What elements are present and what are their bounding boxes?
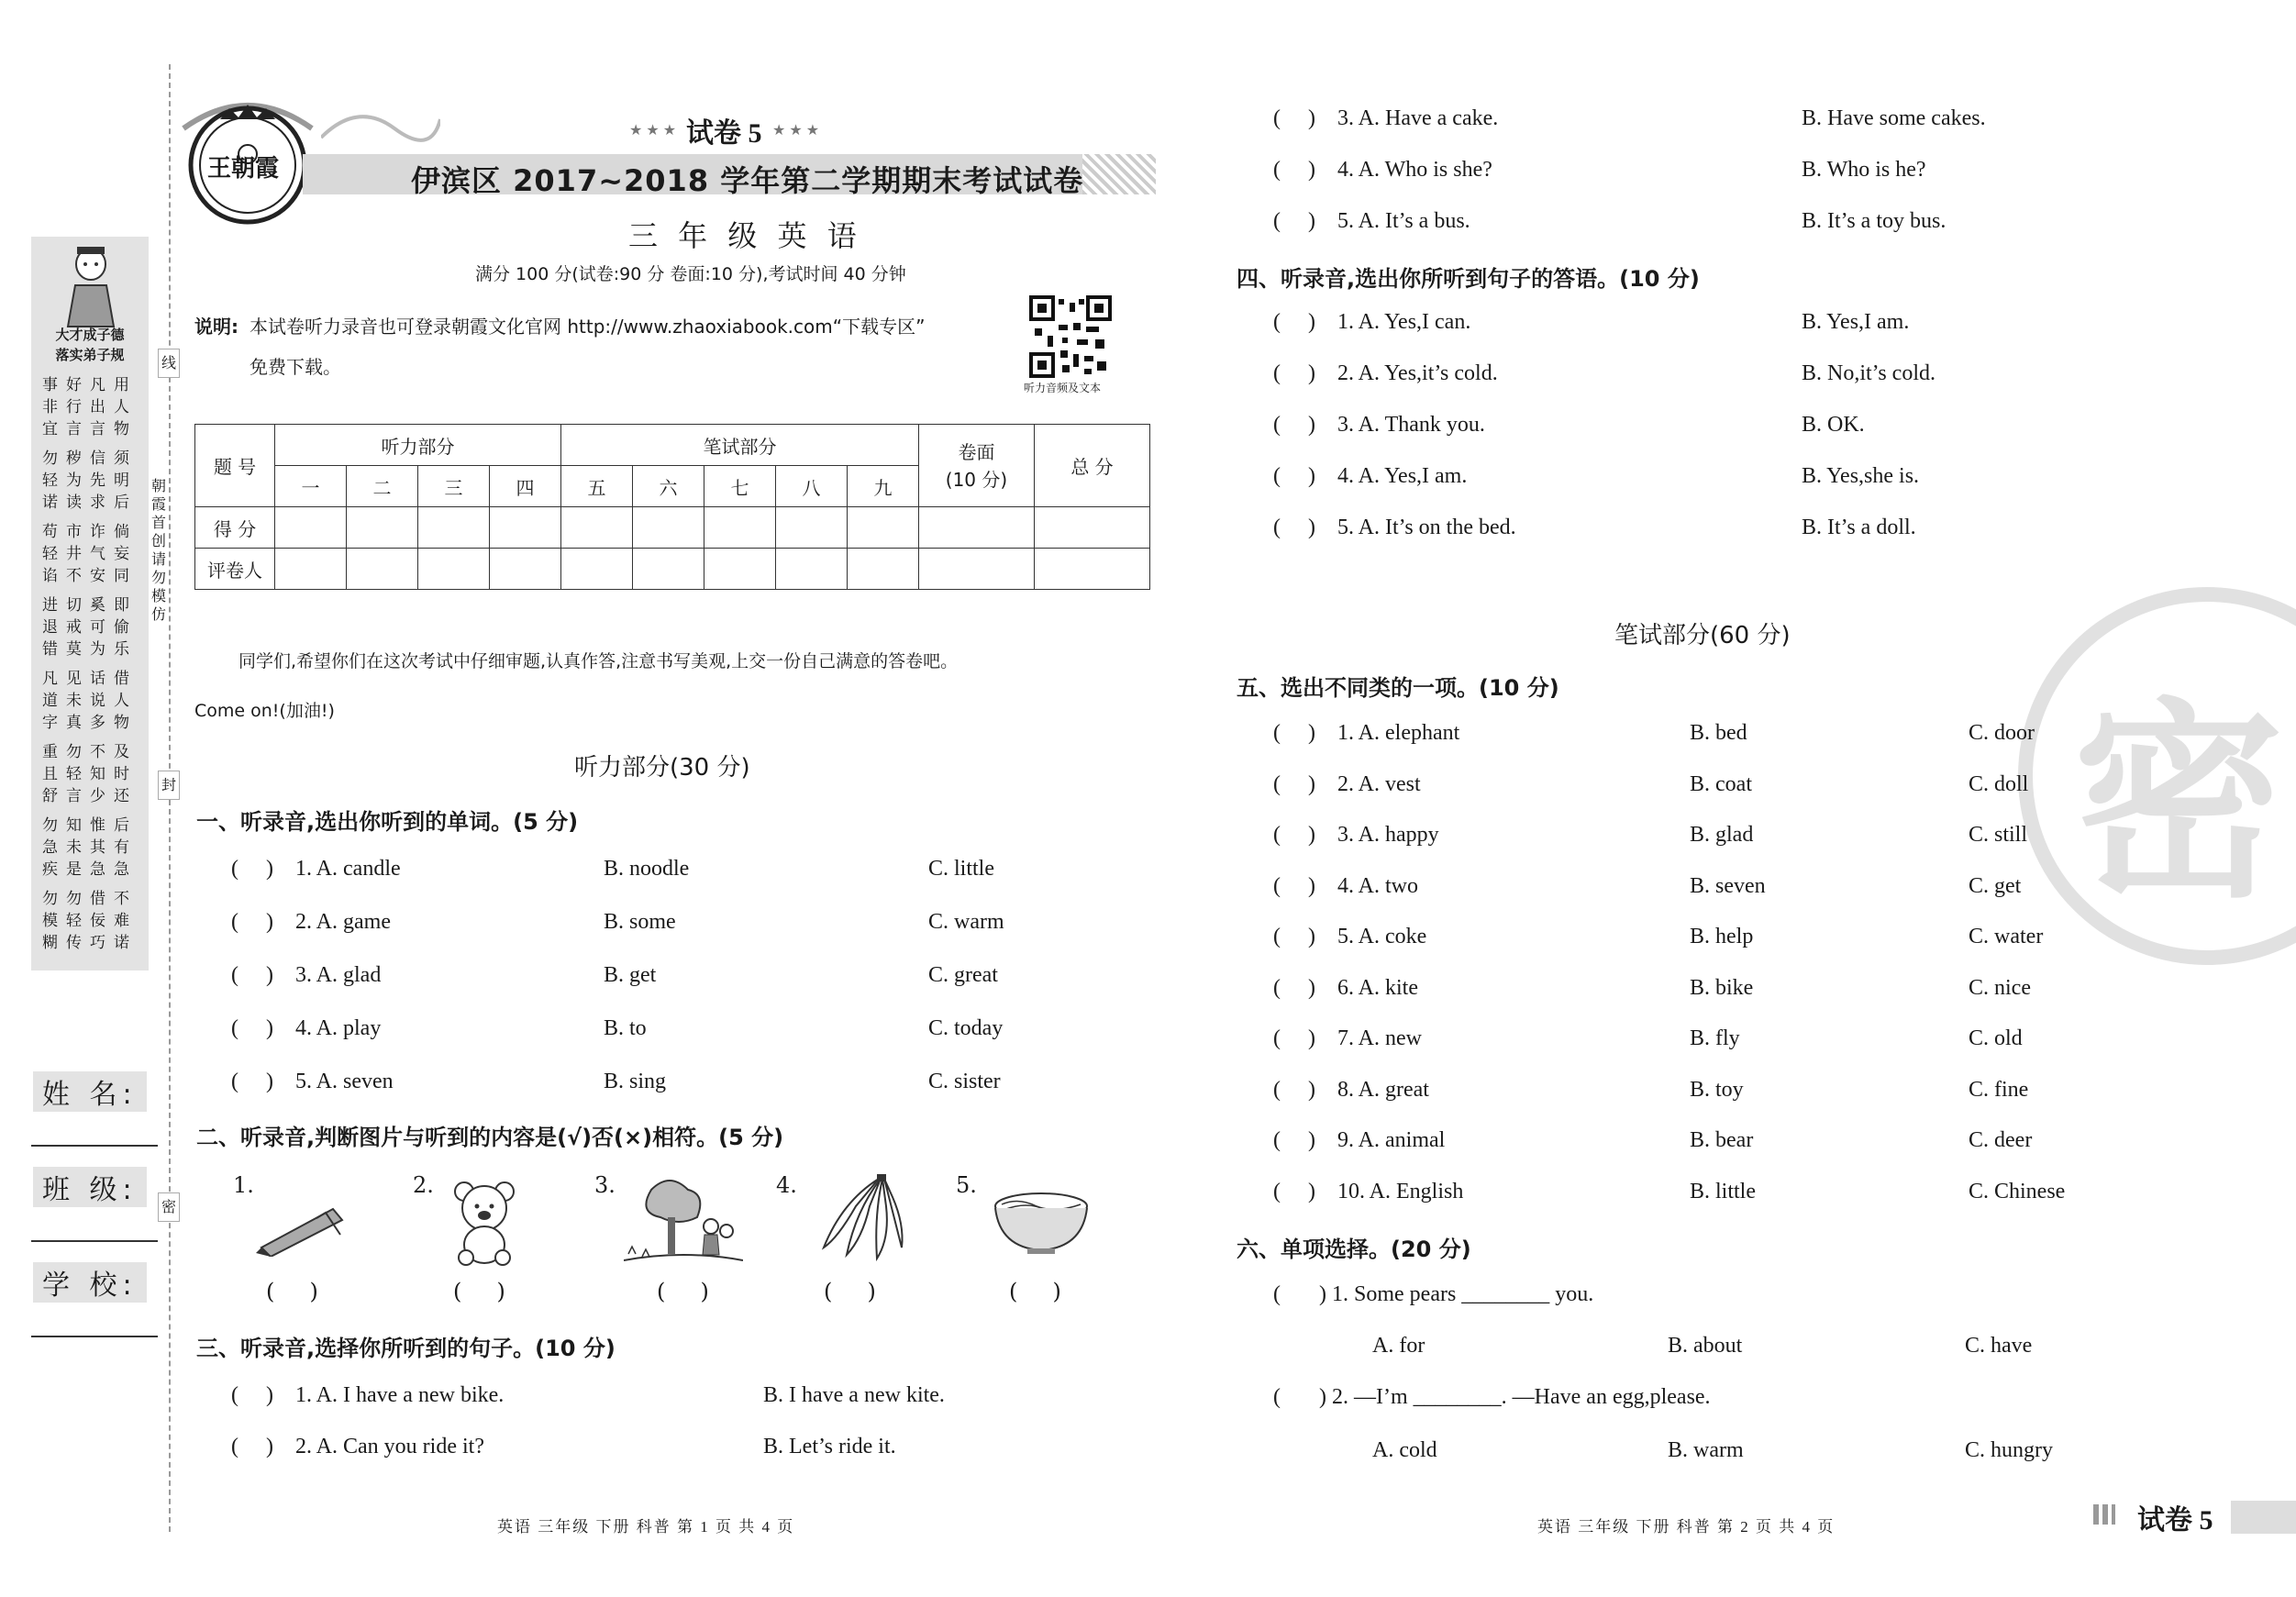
- option-b: B. OK.: [1802, 413, 1865, 437]
- score-cell[interactable]: [776, 507, 848, 549]
- qr-caption: 听力音频及文本: [1024, 382, 1102, 394]
- option-b: B. some: [604, 910, 676, 934]
- side-note: 朝霞首创 请勿模仿: [151, 477, 167, 623]
- option-a: A. for: [1372, 1334, 1425, 1358]
- option-b: B. get: [604, 963, 657, 987]
- option-c: C. get: [1969, 873, 2022, 898]
- banner-pattern: [1082, 154, 1156, 194]
- score-cell[interactable]: [633, 507, 704, 549]
- option-c: C. sister: [928, 1070, 1001, 1093]
- option-a: 7. A. new: [1337, 1026, 1422, 1050]
- option-b: B. warm: [1668, 1438, 1744, 1462]
- motto-column: 不难诺: [114, 890, 130, 952]
- option-b: B. It’s a doll.: [1802, 516, 1916, 539]
- motto-text: [42, 374, 143, 961]
- answer-paren[interactable]: ( ): [1273, 209, 1315, 233]
- answer-paren[interactable]: ( ): [1273, 106, 1315, 130]
- motto-column: 借佞巧: [90, 890, 106, 952]
- pic-num: 2.: [413, 1172, 434, 1198]
- th-writing: 笔试部分: [561, 425, 919, 466]
- pic-num: 3.: [594, 1172, 616, 1198]
- option-b: B. noodle: [604, 857, 690, 881]
- footer-right: 英语 三年级 下册 科普 第 2 页 共 4 页: [1537, 1518, 1836, 1536]
- option-c: C. warm: [928, 910, 1004, 934]
- score-cell[interactable]: [418, 507, 490, 549]
- score-cell[interactable]: [490, 507, 561, 549]
- option-c: C. Chinese: [1969, 1179, 2066, 1203]
- motto-panel: [31, 237, 149, 970]
- th-total: 总 分: [1035, 425, 1150, 507]
- motto-column: 须明后: [114, 449, 130, 512]
- section-6-title: 六、单项选择。(20 分): [1237, 1237, 1471, 1262]
- question-text: 2. —I’m ________. —Have an egg,please.: [1332, 1385, 1711, 1409]
- name-label: 姓 名:: [33, 1071, 147, 1112]
- motto-column: 话说多: [90, 670, 106, 732]
- option-c: C. still: [1969, 823, 2028, 847]
- option-a: 3. A. glad: [295, 963, 382, 987]
- answer-paren[interactable]: ( ): [824, 1279, 876, 1304]
- section-2-title: 二、听录音,判断图片与听到的内容是(√)否(×)相符。(5 分): [196, 1125, 784, 1150]
- option-c: C. doll: [1969, 771, 2029, 796]
- answer-paren[interactable]: ( ): [657, 1279, 709, 1304]
- answer-paren[interactable]: ( ): [1273, 1128, 1315, 1152]
- section-4-title: 四、听录音,选出你所听到句子的答语。(10 分): [1237, 266, 1700, 292]
- motto-column: 切戒莫: [66, 596, 83, 659]
- note-text-2: 免费下载。: [250, 356, 341, 378]
- motto-column: 勿轻诺: [42, 449, 59, 512]
- grader-cell[interactable]: [418, 549, 490, 590]
- option-c: C. little: [928, 857, 994, 881]
- option-a: 1. A. I have a new bike.: [295, 1383, 505, 1407]
- option-b: B. sing: [604, 1070, 667, 1093]
- section-1-title: 一、听录音,选出你听到的单词。(5 分): [196, 809, 579, 835]
- grader-cell[interactable]: [561, 549, 633, 590]
- option-c: C. door: [1969, 721, 2035, 745]
- motto-column: 凡出言: [90, 376, 106, 438]
- option-b: B. fly: [1690, 1026, 1740, 1050]
- option-b: B. Who is he?: [1802, 158, 1926, 182]
- section-3-title: 三、听录音,选择你所听到的句子。(10 分): [196, 1336, 616, 1361]
- th-num: 五: [561, 466, 633, 507]
- option-a: 4. A. two: [1337, 873, 1419, 898]
- motto-column: 诈气安: [90, 523, 106, 585]
- slogan-line-1: 大才成子德: [55, 327, 125, 343]
- answer-paren[interactable]: ( ): [1273, 721, 1315, 745]
- option-b: B. coat: [1690, 771, 1752, 796]
- answer-paren[interactable]: ( ): [1273, 516, 1315, 539]
- motto-column: 倘妄同: [114, 523, 130, 585]
- option-b: B. help: [1690, 925, 1754, 948]
- kids-tree-icon: [624, 1176, 743, 1268]
- option-b: B. Have some cakes.: [1802, 106, 1986, 130]
- row-score-label: 得 分: [195, 507, 275, 549]
- encourage-text-2: Come on!(加油!): [194, 701, 335, 721]
- answer-paren[interactable]: ( ): [1273, 413, 1315, 437]
- option-a: A. cold: [1372, 1438, 1437, 1462]
- option-c: C. old: [1969, 1026, 2023, 1050]
- option-b: B. Let’s ride it.: [763, 1435, 896, 1458]
- th-question: 题 号: [195, 425, 275, 507]
- teddy-bear-icon: [448, 1179, 521, 1266]
- option-a: 1. A. elephant: [1337, 721, 1460, 745]
- th-num: 三: [418, 466, 490, 507]
- answer-paren[interactable]: ( ): [1273, 158, 1315, 182]
- ribbon-decoration: [321, 101, 440, 156]
- motto-column: 不知少: [90, 743, 106, 805]
- encourage-text: 同学们,希望你们在这次考试中仔细审题,认真作答,注意书写美观,上交一份自己满意的答卷吧。: [238, 651, 959, 671]
- option-a: 5. A. It’s on the bed.: [1337, 516, 1516, 539]
- option-c: C. have: [1965, 1334, 2033, 1358]
- option-b: B. Yes,she is.: [1802, 464, 1920, 488]
- score-cell[interactable]: [347, 507, 418, 549]
- option-a: 4. A. Yes,I am.: [1337, 464, 1468, 488]
- badge-pattern: [2093, 1504, 2115, 1525]
- gutter-char-1: 线: [158, 349, 180, 378]
- option-b: B. Yes,I am.: [1802, 310, 1910, 334]
- answer-paren[interactable]: ( ): [1273, 771, 1315, 796]
- option-b: B. glad: [1690, 823, 1754, 847]
- motto-column: 重且舒: [42, 743, 59, 805]
- note-label: 说明:: [194, 316, 238, 338]
- grader-cell[interactable]: [776, 549, 848, 590]
- option-a: 2. A. vest: [1337, 771, 1421, 796]
- answer-paren[interactable]: ( ): [1273, 873, 1315, 898]
- motto-column: 事非宜: [42, 376, 59, 438]
- slogan-line-2: 落实弟子规: [55, 347, 125, 363]
- answer-paren[interactable]: ( ): [1273, 464, 1315, 488]
- motto-column: 信先求: [90, 449, 106, 512]
- motto-column: 借人物: [114, 670, 130, 732]
- motto-column: 市井不: [66, 523, 83, 585]
- pic-num: 5.: [956, 1172, 977, 1198]
- grader-cell[interactable]: [347, 549, 418, 590]
- motto-column: 即偷乐: [114, 596, 130, 659]
- motto-column: 凡道字: [42, 670, 59, 732]
- option-a: 5. A. seven: [295, 1070, 394, 1093]
- option-c: C. hungry: [1965, 1438, 2053, 1462]
- th-num: 六: [633, 466, 704, 507]
- brand-logo-text: 王朝霞: [207, 155, 280, 183]
- motto-column: 勿急疾: [42, 816, 59, 879]
- option-c: C. great: [928, 963, 998, 987]
- option-c: C. today: [928, 1016, 1004, 1040]
- answer-paren[interactable]: ( ): [231, 1016, 273, 1040]
- exam-title: 伊滨区 2017~2018 学年第二学期期末考试试卷: [411, 163, 1084, 198]
- pic-num: 1.: [233, 1172, 254, 1198]
- answer-paren[interactable]: ( ): [1273, 310, 1315, 334]
- class-label: 班 级:: [33, 1167, 147, 1207]
- th-num: 二: [347, 466, 418, 507]
- option-b: B. about: [1668, 1334, 1743, 1358]
- answer-paren[interactable]: ( ): [231, 857, 273, 881]
- th-paper: 卷面 (10 分): [919, 425, 1035, 507]
- listening-heading: 听力部分(30 分): [574, 754, 750, 782]
- th-num: 七: [704, 466, 776, 507]
- motto-column: 奚可为: [90, 596, 106, 659]
- th-num: 八: [776, 466, 848, 507]
- answer-paren[interactable]: ( ): [231, 1070, 273, 1093]
- motto-column: 惟其急: [90, 816, 106, 879]
- grader-cell[interactable]: [704, 549, 776, 590]
- score-cell[interactable]: [704, 507, 776, 549]
- answer-paren[interactable]: ( ): [1273, 1282, 1326, 1306]
- answer-paren[interactable]: ( ): [1273, 1026, 1315, 1050]
- grader-cell[interactable]: [275, 549, 347, 590]
- option-b: B. toy: [1690, 1077, 1744, 1102]
- option-a: 2. A. Can you ride it?: [295, 1435, 484, 1458]
- answer-paren[interactable]: ( ): [1273, 1385, 1326, 1409]
- motto-column: 勿轻言: [66, 743, 83, 805]
- bananas-icon: [805, 1174, 906, 1261]
- exam-number: 试卷 5: [686, 118, 762, 149]
- stamp-glyph: 密: [2073, 682, 2285, 926]
- option-c: C. deer: [1969, 1128, 2033, 1152]
- grader-row: [195, 549, 1150, 590]
- scholar-figure-icon: [59, 244, 123, 328]
- option-c: C. water: [1969, 925, 2044, 948]
- motto-column: 好行言: [66, 376, 83, 438]
- motto-column: 用人物: [114, 376, 130, 438]
- motto-column: 勿模糊: [42, 890, 59, 952]
- score-info: 满分 100 分(试卷:90 分 卷面:10 分),考试时间 40 分钟: [475, 264, 906, 284]
- answer-paren[interactable]: ( ): [231, 1435, 273, 1458]
- motto-column: 勿轻传: [66, 890, 83, 952]
- option-b: B. bear: [1690, 1128, 1754, 1152]
- option-b: B. No,it’s cold.: [1802, 361, 1936, 385]
- option-a: 3. A. Thank you.: [1337, 413, 1485, 437]
- motto-column: 知未是: [66, 816, 83, 879]
- th-listening: 听力部分: [275, 425, 561, 466]
- question-text: 1. Some pears ________ you.: [1332, 1282, 1594, 1306]
- answer-paren[interactable]: ( ): [266, 1279, 318, 1304]
- option-a: 4. A. play: [295, 1016, 382, 1040]
- school-field[interactable]: [31, 1336, 158, 1337]
- qr-code-icon[interactable]: [1029, 295, 1112, 378]
- noodles-bowl-icon: [991, 1188, 1092, 1257]
- answer-paren[interactable]: ( ): [1273, 823, 1315, 847]
- school-label: 学 校:: [33, 1262, 147, 1303]
- answer-paren[interactable]: ( ): [231, 910, 273, 934]
- answer-paren[interactable]: ( ): [1273, 1179, 1315, 1203]
- row-grader-label: 评卷人: [195, 549, 275, 590]
- motto-column: 及时还: [114, 743, 130, 805]
- motto-column: 进退错: [42, 596, 59, 659]
- badge-bar: [2231, 1501, 2296, 1534]
- motto-column: 后有急: [114, 816, 130, 879]
- option-a: 1. A. Yes,I can.: [1337, 310, 1471, 334]
- answer-paren[interactable]: ( ): [1273, 1077, 1315, 1102]
- option-a: 6. A. kite: [1337, 975, 1418, 1000]
- option-b: B. I have a new kite.: [763, 1383, 945, 1407]
- answer-paren[interactable]: ( ): [1009, 1279, 1061, 1304]
- grader-cell[interactable]: [1035, 549, 1150, 590]
- answer-paren[interactable]: ( ): [1273, 925, 1315, 948]
- th-num: 一: [275, 466, 347, 507]
- th-num: 四: [490, 466, 561, 507]
- grader-cell[interactable]: [848, 549, 919, 590]
- motto-column: 秽为读: [66, 449, 83, 512]
- pen-icon: [252, 1192, 353, 1257]
- score-cell[interactable]: [919, 507, 1035, 549]
- score-cell[interactable]: [275, 507, 347, 549]
- answer-paren[interactable]: ( ): [1273, 361, 1315, 385]
- option-a: 2. A. game: [295, 910, 391, 934]
- gutter-char-2: 封: [158, 771, 180, 800]
- answer-paren[interactable]: ( ): [231, 963, 273, 987]
- option-a: 3. A. Have a cake.: [1337, 106, 1499, 130]
- subject-title: 三 年 级 英 语: [628, 218, 862, 253]
- footer-left: 英语 三年级 下册 科普 第 1 页 共 4 页: [497, 1518, 795, 1536]
- score-cell[interactable]: [1035, 507, 1150, 549]
- section-5-title: 五、选出不同类的一项。(10 分): [1237, 675, 1559, 701]
- note-text: 本试卷听力录音也可登录朝霞文化官网 http://www.zhaoxiabook.com“下载专区”: [250, 316, 926, 338]
- option-b: B. to: [604, 1016, 647, 1040]
- score-table: [194, 424, 1150, 590]
- answer-paren[interactable]: ( ): [1273, 975, 1315, 1000]
- option-b: B. little: [1690, 1179, 1756, 1203]
- grader-cell[interactable]: [633, 549, 704, 590]
- option-b: B. seven: [1690, 873, 1766, 898]
- th-num: 九: [848, 466, 919, 507]
- score-cell[interactable]: [848, 507, 919, 549]
- grader-cell[interactable]: [490, 549, 561, 590]
- option-a: 4. A. Who is she?: [1337, 158, 1492, 182]
- grader-cell[interactable]: [919, 549, 1035, 590]
- writing-heading: 笔试部分(60 分): [1614, 622, 1791, 649]
- name-field[interactable]: [31, 1145, 158, 1147]
- option-a: 8. A. great: [1337, 1077, 1429, 1102]
- option-a: 2. A. Yes,it’s cold.: [1337, 361, 1498, 385]
- option-a: 5. A. It’s a bus.: [1337, 209, 1470, 233]
- answer-paren[interactable]: ( ): [231, 1383, 273, 1407]
- option-c: C. fine: [1969, 1077, 2029, 1102]
- option-a: 1. A. candle: [295, 857, 401, 881]
- option-b: B. bed: [1690, 721, 1747, 745]
- answer-paren[interactable]: ( ): [453, 1279, 505, 1304]
- option-a: 9. A. animal: [1337, 1128, 1446, 1152]
- option-c: C. nice: [1969, 975, 2031, 1000]
- score-cell[interactable]: [561, 507, 633, 549]
- class-field[interactable]: [31, 1240, 158, 1242]
- motto-column: 苟轻谄: [42, 523, 59, 585]
- option-b: B. It’s a toy bus.: [1802, 209, 1947, 233]
- footer-badge: 试卷 5: [2137, 1505, 2213, 1536]
- pic-num: 4.: [776, 1172, 797, 1198]
- option-b: B. bike: [1690, 975, 1754, 1000]
- motto-column: 见未真: [66, 670, 83, 732]
- gutter-char-3: 密: [158, 1192, 180, 1222]
- option-a: 3. A. happy: [1337, 823, 1439, 847]
- option-a: 5. A. coke: [1337, 925, 1427, 948]
- score-row: [195, 507, 1150, 549]
- option-a: 10. A. English: [1337, 1179, 1464, 1203]
